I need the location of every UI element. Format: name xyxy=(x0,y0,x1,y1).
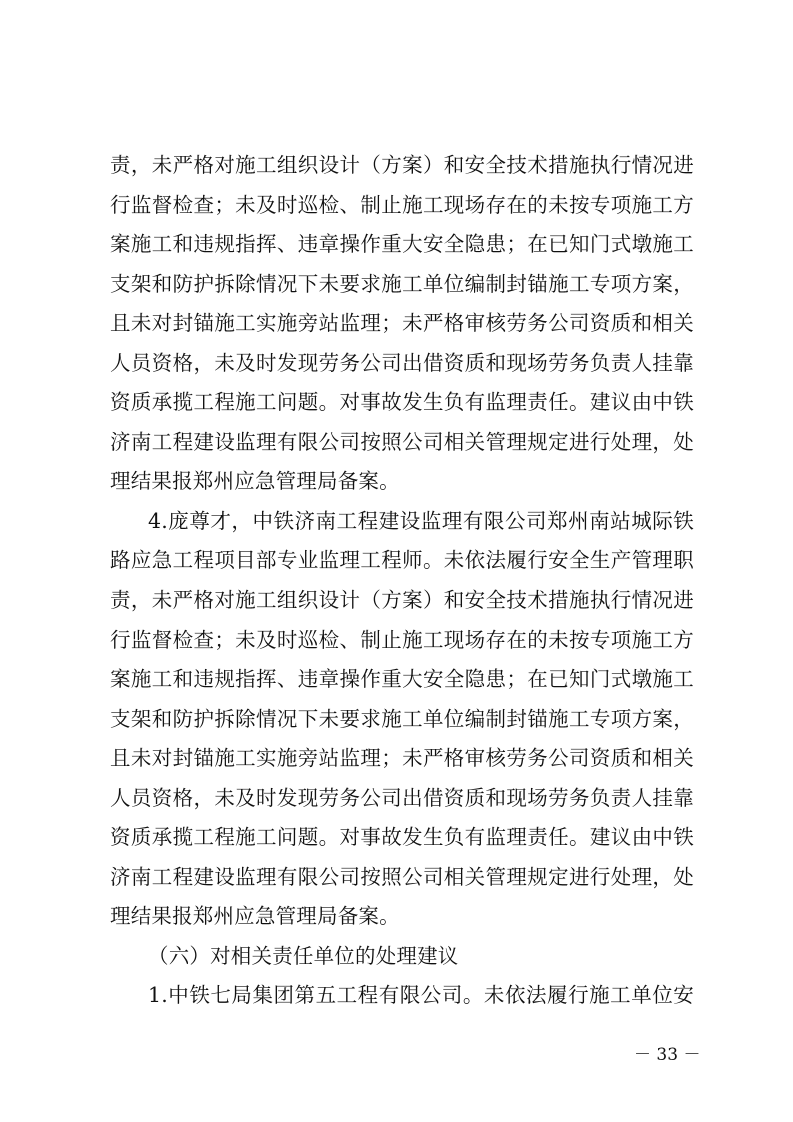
page-number: － 33 － xyxy=(634,1045,701,1065)
body-line: 支架和防护拆除情况下未要求施工单位编制封锚施工专项方案， xyxy=(110,271,694,296)
body-line: 人员资格，未及时发现劳务公司出借资质和现场劳务负责人挂靠 xyxy=(110,350,694,375)
body-line: 行监督检查；未及时巡检、制止施工现场存在的未按专项施工方 xyxy=(110,627,694,652)
body-line: 案施工和违规指挥、违章操作重大安全隐患；在已知门式墩施工 xyxy=(110,667,694,692)
paragraph-1-start: 1.中铁七局集团第五工程有限公司。未依法履行施工单位安 xyxy=(148,983,694,1008)
body-line: 资质承揽工程施工问题。对事故发生负有监理责任。建议由中铁 xyxy=(110,390,694,415)
body-line: 济南工程建设监理有限公司按照公司相关管理规定进行处理，处 xyxy=(110,864,694,889)
body-line: 路应急工程项目部专业监理工程师。未依法履行安全生产管理职 xyxy=(110,548,694,573)
body-line: 理结果报郑州应急管理局备案。 xyxy=(110,469,400,494)
document-body xyxy=(110,146,694,1016)
body-line: 人员资格，未及时发现劳务公司出借资质和现场劳务负责人挂靠 xyxy=(110,785,694,810)
body-line: 理结果报郑州应急管理局备案。 xyxy=(110,904,400,929)
body-line: 责，未严格对施工组织设计（方案）和安全技术措施执行情况进 xyxy=(110,153,694,177)
body-line: 且未对封锚施工实施旁站监理；未严格审核劳务公司资质和相关 xyxy=(110,746,694,771)
body-line: 行监督检查；未及时巡检、制止施工现场存在的未按专项施工方 xyxy=(110,192,694,217)
body-line: 资质承揽工程施工问题。对事故发生负有监理责任。建议由中铁 xyxy=(110,825,694,850)
body-line: 支架和防护拆除情况下未要求施工单位编制封锚施工专项方案， xyxy=(110,706,694,731)
section-heading: （六）对相关责任单位的处理建议 xyxy=(148,943,459,968)
body-line: 责，未严格对施工组织设计（方案）和安全技术措施执行情况进 xyxy=(110,588,694,613)
body-line: 济南工程建设监理有限公司按照公司相关管理规定进行处理，处 xyxy=(110,429,694,454)
body-line: 案施工和违规指挥、违章操作重大安全隐患；在已知门式墩施工 xyxy=(110,232,694,257)
body-line: 且未对封锚施工实施旁站监理；未严格审核劳务公司资质和相关 xyxy=(110,311,694,336)
paragraph-4-start: 4.庞尊才，中铁济南工程建设监理有限公司郑州南站城际铁 xyxy=(148,508,694,533)
